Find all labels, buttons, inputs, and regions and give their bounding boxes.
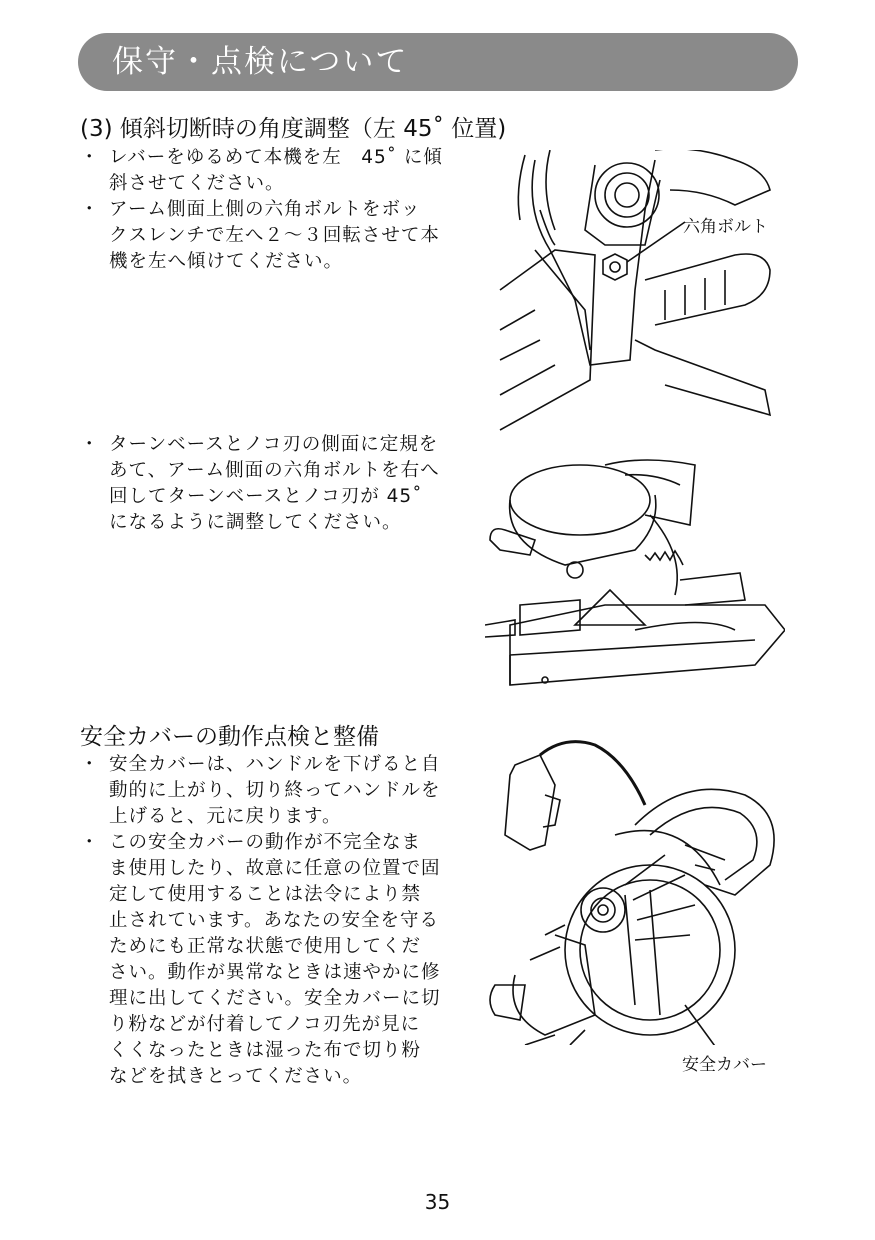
list-item bbox=[80, 432, 480, 536]
text-line: あて、アーム側面の六角ボルトを右へ bbox=[109, 460, 440, 481]
bullet-list-bevel-2 bbox=[80, 432, 480, 536]
text-line: り粉などが付着してノコ刃先が見に bbox=[109, 1014, 421, 1035]
text-line: ためにも正常な状態で使用してくだ bbox=[109, 936, 422, 957]
text-line: 斜させてください。 bbox=[109, 173, 285, 194]
text-line: さい。動作が異常なときは速やかに修 bbox=[109, 962, 441, 983]
text-line: 上げると、元に戻ります。 bbox=[109, 806, 342, 827]
callout-safety-cover: 安全カバー bbox=[682, 1055, 767, 1075]
text-line: 回してターンベースとノコ刃が 45˚ bbox=[109, 486, 423, 507]
bullet-mark: ・ bbox=[80, 754, 100, 775]
text-line: くくなったときは湿った布で切り粉 bbox=[109, 1040, 422, 1061]
hex-bolt-arm-illustration bbox=[495, 150, 785, 432]
page-number: 35 bbox=[424, 1190, 451, 1214]
section-heading-safety-cover: 安全カバーの動作点検と整備 bbox=[80, 724, 379, 750]
text-line: 理に出してください。安全カバーに切 bbox=[109, 988, 441, 1009]
text-line: 定して使用することは法令により禁 bbox=[109, 884, 422, 905]
text-line: ターンベースとノコ刃の側面に定規を bbox=[109, 434, 439, 455]
list-item bbox=[80, 145, 480, 197]
text-line: などを拭きとってください。 bbox=[109, 1066, 363, 1087]
list-item bbox=[80, 197, 480, 275]
text-line: アーム側面上側の六角ボルトをボッ bbox=[109, 199, 421, 220]
bullet-list-bevel-1 bbox=[80, 145, 480, 275]
text-line: 止されています。あなたの安全を守る bbox=[109, 910, 440, 931]
bullet-mark: ・ bbox=[80, 199, 100, 220]
list-item bbox=[80, 830, 480, 1090]
bevel-45-adjust-illustration bbox=[485, 455, 785, 705]
text-line: ま使用したり、故意に任意の位置で固 bbox=[109, 858, 441, 879]
bullet-mark: ・ bbox=[80, 147, 100, 168]
list-item bbox=[80, 752, 480, 830]
text-line: 機を左へ傾けてください。 bbox=[109, 251, 344, 272]
text-line: 動的に上がり、切り終ってハンドルを bbox=[109, 780, 441, 801]
callout-hex-bolt: 六角ボルト bbox=[683, 217, 768, 237]
header-bar bbox=[78, 33, 798, 91]
text-line: クスレンチで左へ２～３回転させて本 bbox=[109, 225, 440, 246]
text-line: レバーをゆるめて本機を左 45˚ に傾 bbox=[109, 147, 443, 168]
bullet-mark: ・ bbox=[80, 832, 100, 853]
text-line: この安全カバーの動作が不完全なま bbox=[109, 832, 422, 853]
safety-cover-illustration bbox=[485, 735, 785, 1045]
text-line: 安全カバーは、ハンドルを下げると自 bbox=[109, 754, 441, 775]
page-title: 保守・点検について bbox=[112, 44, 409, 80]
text-line: になるように調整してください。 bbox=[109, 512, 402, 533]
section-heading-bevel-adjust: (3) 傾斜切断時の角度調整（左 45˚ 位置) bbox=[80, 116, 507, 142]
bullet-mark: ・ bbox=[80, 434, 100, 455]
bullet-list-safety-cover bbox=[80, 752, 480, 1090]
